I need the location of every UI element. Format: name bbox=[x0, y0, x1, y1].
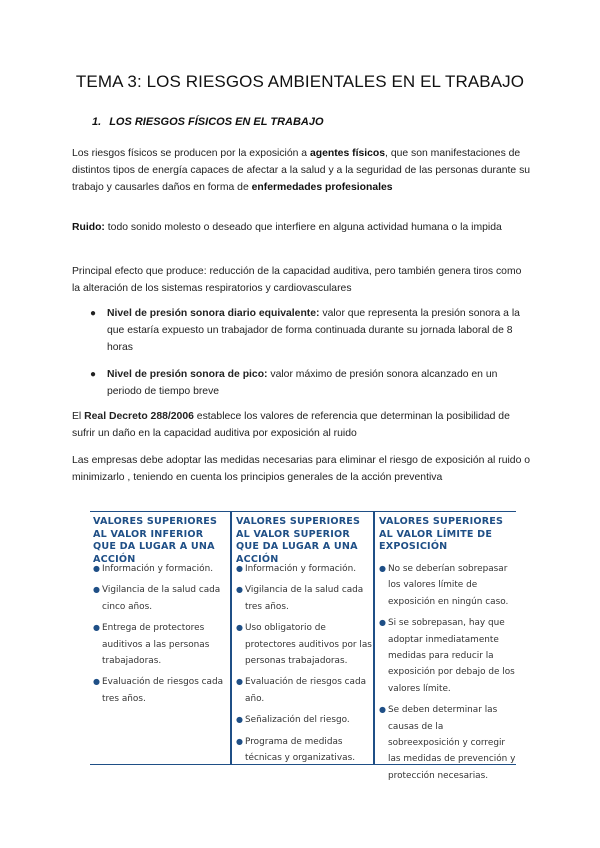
bullet-icon: ● bbox=[379, 618, 386, 628]
table-column-lower-action bbox=[90, 511, 229, 765]
column-item-text: Información y formación. bbox=[102, 564, 214, 574]
column-item bbox=[233, 620, 372, 669]
intro-text-b: , que son manifestaciones de distintos tipos de energía capaces de afectar a la salud y a la seguridad de las personas durante su trabajo y causarles daños en forma de bbox=[72, 148, 531, 193]
bullet-icon: ● bbox=[93, 677, 100, 687]
column-divider bbox=[230, 511, 232, 765]
intro-paragraph bbox=[72, 145, 532, 196]
column-item-text: Si se sobrepasan, hay que adoptar inmediatamente medidas para reducir la exposición por debajo de los valores límite. bbox=[388, 618, 515, 694]
bullet-item bbox=[90, 366, 532, 400]
column-item-text: Vigilancia de la salud cada cinco años. bbox=[102, 585, 221, 612]
column-header: VALORES SUPERIORES AL VALOR LÍMITE DE EXPOSICIÓN bbox=[379, 516, 504, 552]
column-header: VALORES SUPERIORES AL VALOR INFERIOR QUE DA LUGAR A UNA ACCIÓN bbox=[93, 516, 218, 565]
column-item-text: Vigilancia de la salud cada tres años. bbox=[245, 585, 364, 612]
decree-text-b: establece los valores de referencia que determinan la posibilidad de sufrir un daño en la capacidad auditiva por exposición al ruido bbox=[72, 411, 510, 439]
decree-name: Real Decreto 288/2006 bbox=[84, 411, 194, 422]
bullet-icon: ● bbox=[379, 564, 386, 573]
bullet-icon: ● bbox=[236, 736, 243, 746]
bullet-term: Nivel de presión sonora de pico: bbox=[107, 369, 268, 380]
section-heading bbox=[92, 116, 324, 128]
column-item-text: Se deben determinar las causas de la sobreexposición y corregir las medidas de prevención y protección necesarias. bbox=[388, 705, 516, 781]
bullet-term: Nivel de presión sonora diario equivalente: bbox=[107, 308, 320, 319]
column-item-text: Información y formación. bbox=[245, 564, 357, 574]
bullet-icon: ● bbox=[93, 623, 100, 633]
intro-bold-a: agentes físicos bbox=[309, 148, 386, 159]
column-item-text: Programa de medidas técnicas y organizativas. bbox=[245, 736, 356, 764]
bullet-dot: ● bbox=[90, 369, 97, 380]
bullet-icon: ● bbox=[93, 585, 100, 595]
bullet-text: valor máximo de presión sonora alcanzado en un periodo de tiempo breve bbox=[107, 369, 498, 397]
column-header: VALORES SUPERIORES AL VALOR SUPERIOR QUE DA LUGAR A UNA ACCIÓN bbox=[236, 516, 361, 565]
column-item bbox=[233, 734, 372, 767]
column-item bbox=[90, 582, 229, 615]
bullet-icon: ● bbox=[93, 564, 100, 573]
column-item bbox=[233, 582, 372, 615]
effect-paragraph: Principal efecto que produce: reducción de la capacidad auditiva, pero también genera tiros como la alteración de los sistemas respiratorios y cardiovasculares bbox=[72, 266, 522, 294]
intro-bold-b: enfermedades profesionales bbox=[251, 182, 393, 193]
column-item-text: Señalización del riesgo. bbox=[245, 715, 350, 726]
bullet-text: valor que representa la presión sonora a la que estaría expuesto un trabajador de forma continuada durante su jornada laboral de 8 horas bbox=[107, 308, 520, 353]
page-title: TEMA 3: LOS RIESGOS AMBIENTALES EN EL TRABAJO bbox=[75, 72, 525, 91]
noise-values-table bbox=[90, 511, 516, 781]
bullet-icon: ● bbox=[236, 564, 243, 573]
column-divider bbox=[373, 511, 375, 765]
companies-paragraph: Las empresas debe adoptar las medidas necesarias para eliminar el riesgo de exposición al ruido o minimizarlo , teniendo en cuenta los principios generales de la acción preventiva bbox=[72, 455, 531, 483]
column-item bbox=[233, 561, 372, 577]
column-item-text: Uso obligatorio de protectores auditivos por las personas trabajadoras. bbox=[245, 623, 372, 667]
column-item bbox=[233, 712, 372, 728]
bullet-item bbox=[90, 305, 532, 356]
bullet-icon: ● bbox=[236, 623, 243, 633]
table-column-upper-action bbox=[233, 511, 372, 765]
bullet-icon: ● bbox=[236, 677, 243, 687]
column-item bbox=[90, 674, 229, 707]
column-item bbox=[90, 620, 229, 669]
noise-text: todo sonido molesto o deseado que interfiere en alguna actividad humana o la impida bbox=[104, 222, 502, 233]
column-item-text: No se deberían sobrepasar los valores límite de exposición en ningún caso. bbox=[388, 564, 509, 607]
decree-text-a: El bbox=[72, 411, 85, 422]
bullet-icon: ● bbox=[236, 585, 243, 595]
column-item bbox=[376, 615, 516, 697]
column-item-text: Evaluación de riesgos cada tres años. bbox=[102, 677, 224, 704]
intro-text-a: Los riesgos físicos se producen por la exposición a bbox=[72, 148, 310, 159]
decree-paragraph bbox=[72, 408, 532, 442]
bullet-icon: ● bbox=[379, 705, 386, 715]
noise-term: Ruido: bbox=[72, 222, 105, 233]
section-title: LOS RIESGOS FÍSICOS EN EL TRABAJO bbox=[109, 116, 324, 128]
column-item-text: Evaluación de riesgos cada año. bbox=[245, 677, 367, 704]
column-item-text: Entrega de protectores auditivos a las personas trabajadoras. bbox=[102, 623, 210, 667]
column-item bbox=[376, 702, 516, 784]
column-item bbox=[376, 561, 516, 610]
section-number: 1. bbox=[92, 116, 102, 128]
column-item bbox=[233, 674, 372, 707]
table-column-limit-value bbox=[376, 511, 516, 781]
bullet-icon: ● bbox=[236, 715, 243, 725]
column-item bbox=[90, 561, 229, 577]
bullet-dot: ● bbox=[90, 308, 97, 319]
noise-definition bbox=[72, 219, 532, 236]
